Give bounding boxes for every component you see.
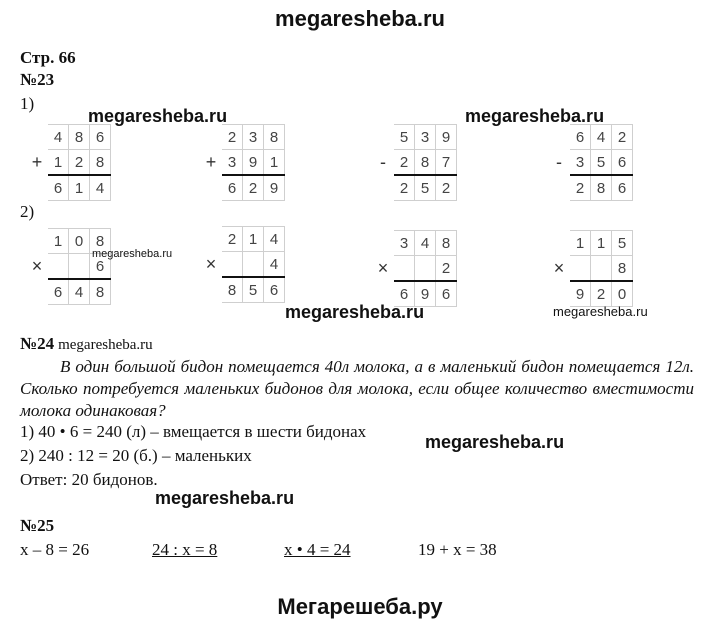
grid-cell: 2 bbox=[570, 175, 591, 201]
grid-cell bbox=[201, 277, 222, 303]
calc-grid-p2-4 bbox=[548, 230, 633, 307]
part2-label: 2) bbox=[20, 202, 35, 221]
watermark-row2-bottom-right: megaresheba.ru bbox=[553, 304, 648, 319]
grid-cell: 3 bbox=[394, 231, 415, 256]
calc-grid-p2-3 bbox=[372, 230, 457, 307]
grid-cell: 8 bbox=[90, 229, 111, 254]
grid-cell bbox=[373, 231, 394, 256]
grid-cell bbox=[201, 125, 222, 150]
grid-cell: 4 bbox=[264, 227, 285, 252]
grid-cell: 1 bbox=[243, 227, 264, 252]
calc-grid-p2-1 bbox=[26, 228, 111, 305]
grid-cell: 6 bbox=[264, 277, 285, 303]
grid-cell: 6 bbox=[570, 125, 591, 150]
task25-equation-2: 24 : х = 8 bbox=[152, 540, 218, 559]
grid-cell: 8 bbox=[222, 277, 243, 303]
grid-cell: 9 bbox=[264, 175, 285, 201]
grid-cell: 1 bbox=[591, 231, 612, 256]
grid-cell: 2 bbox=[69, 150, 90, 176]
grid-cell: 9 bbox=[243, 150, 264, 176]
grid-cell: 3 bbox=[570, 150, 591, 176]
grid-cell: 8 bbox=[90, 150, 111, 176]
grid-cell bbox=[591, 256, 612, 282]
grid-cell bbox=[27, 279, 48, 305]
grid-cell: 4 bbox=[69, 279, 90, 305]
grid-cell: 2 bbox=[591, 281, 612, 307]
task25-label: №25 bbox=[20, 516, 55, 535]
grid-cell: 9 bbox=[415, 281, 436, 307]
grid-cell: 3 bbox=[415, 125, 436, 150]
task24-heading bbox=[20, 334, 153, 354]
grid-cell: 1 bbox=[48, 229, 69, 254]
grid-cell: 4 bbox=[591, 125, 612, 150]
operator: - bbox=[380, 151, 386, 172]
grid-cell: 2 bbox=[222, 125, 243, 150]
grid-cell: 6 bbox=[48, 279, 69, 305]
grid-cell: 5 bbox=[394, 125, 415, 150]
operator: + bbox=[205, 151, 217, 172]
task24-step1: 1) 40 • 6 = 240 (л) – вмещается в шести бидонах bbox=[20, 422, 367, 441]
grid-cell: 0 bbox=[69, 229, 90, 254]
grid-cell bbox=[243, 252, 264, 278]
task25-equation-4: 19 + х = 38 bbox=[418, 540, 497, 559]
operator: × bbox=[553, 257, 565, 278]
watermark-row1-left: megaresheba.ru bbox=[88, 106, 228, 126]
grid-cell bbox=[27, 175, 48, 201]
grid-cell: 8 bbox=[591, 175, 612, 201]
calc-grid-p1-1 bbox=[26, 124, 111, 201]
calc-grid-p1-2 bbox=[200, 124, 285, 201]
grid-cell: 2 bbox=[243, 175, 264, 201]
operator: × bbox=[205, 253, 217, 274]
calc-grid-p1-3 bbox=[372, 124, 457, 201]
grid-cell: 2 bbox=[222, 227, 243, 252]
grid-cell: 2 bbox=[394, 150, 415, 176]
grid-cell: 8 bbox=[69, 125, 90, 150]
grid-cell bbox=[69, 254, 90, 280]
grid-cell bbox=[549, 231, 570, 256]
grid-cell: 3 bbox=[222, 150, 243, 176]
grid-cell: 9 bbox=[436, 125, 457, 150]
task23-label: №23 bbox=[20, 70, 55, 89]
operator: - bbox=[556, 151, 562, 172]
grid-cell: 5 bbox=[243, 277, 264, 303]
grid-cell bbox=[570, 256, 591, 282]
operator: × bbox=[377, 257, 389, 278]
grid-cell: 9 bbox=[570, 281, 591, 307]
grid-cell: 6 bbox=[90, 125, 111, 150]
task24-answer: Ответ: 20 бидонов. bbox=[20, 470, 158, 489]
grid-cell: 1 bbox=[570, 231, 591, 256]
watermark-task24-small: megaresheba.ru bbox=[58, 337, 153, 353]
grid-cell: 1 bbox=[264, 150, 285, 176]
task25-equation-1: х – 8 = 26 bbox=[20, 540, 90, 559]
watermark-row2-inline: megaresheba.ru bbox=[92, 248, 173, 260]
grid-cell: 5 bbox=[415, 175, 436, 201]
grid-cell: 8 bbox=[264, 125, 285, 150]
task25-equation-3: х • 4 = 24 bbox=[284, 540, 351, 559]
grid-cell bbox=[549, 125, 570, 150]
calc-grid-p2-2 bbox=[200, 226, 285, 303]
grid-cell bbox=[201, 175, 222, 201]
grid-cell: 2 bbox=[436, 256, 457, 282]
watermark-row1-right: megaresheba.ru bbox=[465, 106, 605, 126]
grid-cell: 4 bbox=[90, 175, 111, 201]
grid-cell: 4 bbox=[264, 252, 285, 278]
grid-cell: 1 bbox=[69, 175, 90, 201]
grid-cell: 6 bbox=[612, 150, 633, 176]
grid-cell: 0 bbox=[612, 281, 633, 307]
grid-cell bbox=[549, 175, 570, 201]
grid-cell: 1 bbox=[48, 150, 69, 176]
grid-cell: 2 bbox=[436, 175, 457, 201]
task24-label: №24 bbox=[20, 334, 55, 353]
grid-cell bbox=[27, 229, 48, 254]
grid-cell bbox=[48, 254, 69, 280]
grid-cell: 6 bbox=[222, 175, 243, 201]
grid-cell: 2 bbox=[612, 125, 633, 150]
calc-grid-p1-4 bbox=[548, 124, 633, 201]
grid-cell: 5 bbox=[591, 150, 612, 176]
grid-cell bbox=[27, 125, 48, 150]
grid-cell: 8 bbox=[436, 231, 457, 256]
watermark-row2-bottom-center: megaresheba.ru bbox=[285, 302, 425, 322]
grid-cell: 3 bbox=[243, 125, 264, 150]
grid-cell: 6 bbox=[90, 254, 111, 280]
grid-cell: 6 bbox=[48, 175, 69, 201]
operator: + bbox=[31, 151, 43, 172]
operator: × bbox=[31, 255, 43, 276]
grid-cell bbox=[222, 252, 243, 278]
watermark-task24-right: megaresheba.ru bbox=[425, 432, 565, 452]
grid-cell bbox=[373, 175, 394, 201]
grid-cell bbox=[394, 256, 415, 282]
grid-cell: 8 bbox=[612, 256, 633, 282]
watermark-task24-answer: megaresheba.ru bbox=[155, 488, 295, 508]
grid-cell bbox=[373, 125, 394, 150]
grid-cell: 7 bbox=[436, 150, 457, 176]
grid-cell: 6 bbox=[436, 281, 457, 307]
grid-cell: 6 bbox=[612, 175, 633, 201]
grid-cell: 4 bbox=[48, 125, 69, 150]
grid-cell: 8 bbox=[415, 150, 436, 176]
task24-problem-text: В один большой бидон помещается 40л молока, а в маленький бидон помещается 12л. Сколько потребуется маленьких бидонов для молока, если общее количество вместимости молока одинаковая? bbox=[20, 357, 694, 420]
page-number: Стр. 66 bbox=[20, 48, 76, 67]
watermark-footer: Мегарешеба.ру bbox=[277, 594, 443, 619]
grid-cell bbox=[415, 256, 436, 282]
task24-step2: 2) 240 : 12 = 20 (б.) – маленьких bbox=[20, 446, 252, 465]
grid-cell: 8 bbox=[90, 279, 111, 305]
grid-cell: 4 bbox=[415, 231, 436, 256]
watermark-top: megaresheba.ru bbox=[275, 6, 445, 31]
part1-label: 1) bbox=[20, 94, 35, 113]
grid-cell bbox=[549, 281, 570, 307]
grid-cell: 6 bbox=[394, 281, 415, 307]
grid-cell: 2 bbox=[394, 175, 415, 201]
grid-cell: 5 bbox=[612, 231, 633, 256]
grid-cell bbox=[201, 227, 222, 252]
